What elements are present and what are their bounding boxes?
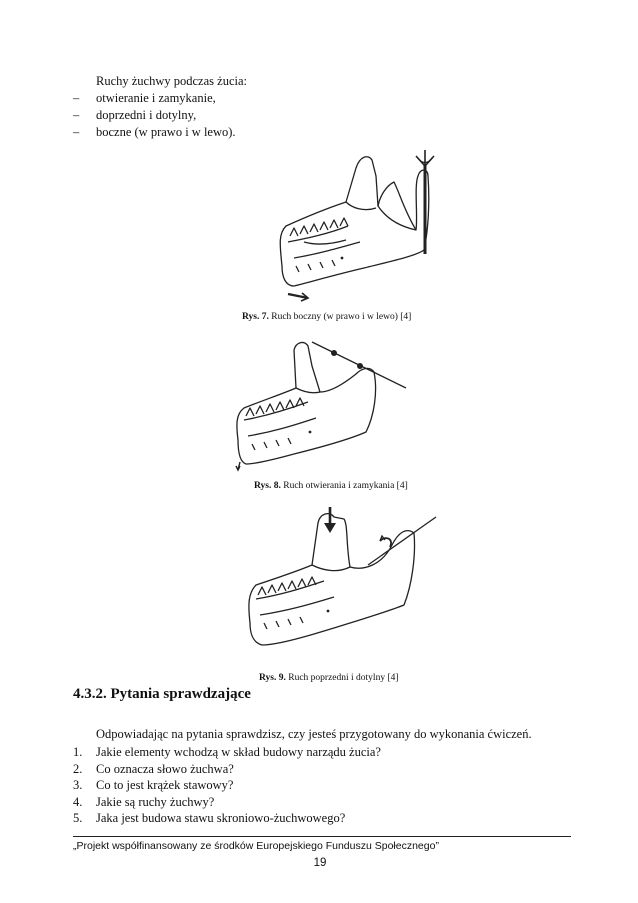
figure-7-text: Ruch boczny (w prawo i w lewo) [4]	[271, 312, 412, 322]
question-item	[73, 810, 381, 827]
figure-8-text: Ruch otwierania i zamykania [4]	[283, 481, 408, 491]
list-item-text: boczne (w prawo i w lewo).	[96, 125, 236, 139]
question-text: Jakie elementy wchodzą w skład budowy narządu żucia?	[96, 745, 381, 759]
question-text: Co to jest krążek stawowy?	[96, 778, 234, 792]
list-item	[73, 124, 236, 141]
question-number: 5.	[73, 811, 83, 825]
footer-text: „Projekt współfinansowany ze środków Europejskiego Funduszu Społecznego”	[73, 840, 439, 852]
list-marker: –	[73, 91, 80, 105]
figure-9-mandible-protrusion	[240, 505, 440, 665]
question-item	[73, 761, 381, 778]
movement-list	[73, 90, 236, 141]
page-number: 19	[313, 857, 327, 869]
question-item	[73, 777, 381, 794]
question-text: Jaka jest budowa stawu skroniowo-żuchwowego?	[96, 811, 346, 825]
list-item	[73, 90, 236, 107]
question-number: 4.	[73, 794, 83, 809]
figure-7-mandible-lateral	[268, 146, 448, 306]
list-item-text: doprzedni i dotylny,	[96, 108, 197, 122]
intro-text: Ruchy żuchwy podczas żucia:	[96, 74, 247, 88]
figure-7-caption	[242, 312, 411, 322]
section-title: 4.3.2. Pytania sprawdzające	[73, 686, 251, 702]
footer-divider	[73, 836, 571, 837]
questions-intro: Odpowiadając na pytania sprawdzisz, czy jesteś przygotowany do wykonania ćwiczeń.	[96, 727, 532, 741]
question-list	[73, 744, 381, 827]
figure-9-caption	[259, 673, 399, 683]
figure-9-label: Rys. 9.	[259, 673, 286, 683]
figure-8-label: Rys. 8.	[254, 481, 281, 491]
question-item	[73, 744, 381, 761]
question-number: 3.	[73, 778, 83, 792]
question-text: Jakie są ruchy żuchwy?	[96, 794, 215, 809]
figure-7-label: Rys. 7.	[242, 312, 269, 322]
list-item-text: otwieranie i zamykanie,	[96, 91, 216, 105]
question-text: Co oznacza słowo żuchwa?	[96, 761, 234, 776]
list-marker: –	[73, 125, 80, 139]
question-number: 1.	[73, 745, 83, 759]
figure-9-text: Ruch poprzedni i dotylny [4]	[288, 673, 399, 683]
question-item	[73, 794, 381, 811]
list-item	[73, 107, 236, 124]
list-marker: –	[73, 108, 80, 122]
figure-8-mandible-opening	[228, 336, 408, 476]
question-number: 2.	[73, 761, 83, 776]
figure-8-caption	[254, 481, 408, 491]
